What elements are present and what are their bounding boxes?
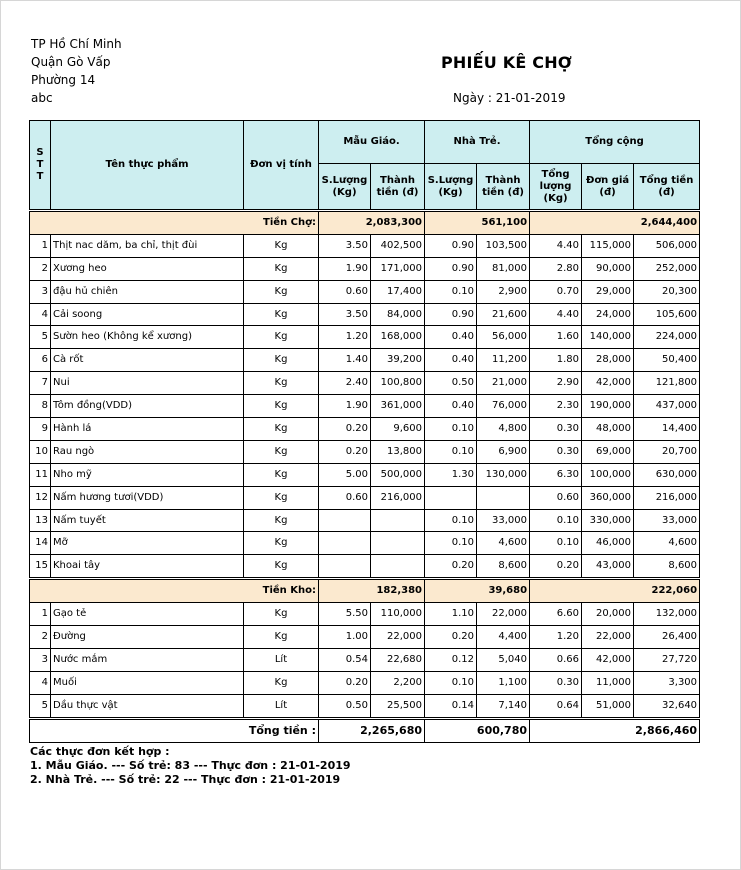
item-qty-nt: 0.40: [425, 349, 477, 372]
section-summary-row: [30, 580, 700, 603]
item-amount-mg: [371, 509, 425, 532]
item-total-amount: 506,000: [634, 234, 700, 257]
item-qty-mg: 1.40: [319, 349, 371, 372]
item-qty-mg: 1.90: [319, 395, 371, 418]
item-name: Nước mắm: [51, 648, 244, 671]
item-unit: Kg: [244, 463, 319, 486]
section-amount-nt: 39,680: [425, 580, 530, 603]
table-row: [30, 440, 700, 463]
item-amount-mg: 168,000: [371, 326, 425, 349]
item-total-qty: 0.66: [530, 648, 582, 671]
item-unit: Kg: [244, 626, 319, 649]
table-row: [30, 234, 700, 257]
section-amount-total: 2,644,400: [530, 212, 700, 235]
item-unit-price: 24,000: [582, 303, 634, 326]
item-unit-price: 29,000: [582, 280, 634, 303]
grand-total-mg: 2,265,680: [319, 719, 425, 742]
item-total-qty: 6.30: [530, 463, 582, 486]
item-name: Nui: [51, 372, 244, 395]
item-unit-price: 48,000: [582, 418, 634, 441]
table-row: [30, 486, 700, 509]
table-row: [30, 648, 700, 671]
item-unit: Kg: [244, 372, 319, 395]
item-name: Thịt nac dăm, ba chỉ, thịt đùi: [51, 234, 244, 257]
item-unit: Kg: [244, 349, 319, 372]
item-total-amount: 8,600: [634, 555, 700, 578]
item-unit-price: 51,000: [582, 694, 634, 717]
item-qty-mg: 0.50: [319, 694, 371, 717]
section-label: Tiền Chợ:: [30, 212, 319, 235]
item-name: Gạo tẻ: [51, 603, 244, 626]
item-qty-nt: 0.40: [425, 326, 477, 349]
item-name: Cải soong: [51, 303, 244, 326]
section-amount-mg: 182,380: [319, 580, 425, 603]
col-header-unit: Đơn vị tính: [244, 121, 319, 210]
address-city: TP Hồ Chí Minh: [31, 37, 122, 51]
item-qty-mg: 0.54: [319, 648, 371, 671]
item-amount-mg: [371, 555, 425, 578]
item-amount-nt: 4,800: [477, 418, 530, 441]
table-row: [30, 418, 700, 441]
item-amount-mg: 17,400: [371, 280, 425, 303]
address-district: Quận Gò Vấp: [31, 55, 111, 69]
item-amount-nt: 22,000: [477, 603, 530, 626]
item-amount-nt: 4,600: [477, 532, 530, 555]
item-stt: 3: [30, 280, 51, 303]
item-total-qty: 0.20: [530, 555, 582, 578]
item-unit-price: 115,000: [582, 234, 634, 257]
item-qty-nt: 0.12: [425, 648, 477, 671]
item-amount-nt: 6,900: [477, 440, 530, 463]
item-unit: Kg: [244, 486, 319, 509]
sub-header-qty-nt: S.Lượng (Kg): [425, 164, 477, 210]
item-total-amount: 437,000: [634, 395, 700, 418]
item-name: Nấm tuyết: [51, 509, 244, 532]
item-name: Muối: [51, 671, 244, 694]
table-row: [30, 603, 700, 626]
item-qty-nt: 0.10: [425, 440, 477, 463]
item-qty-nt: 0.10: [425, 671, 477, 694]
item-qty-mg: 3.50: [319, 234, 371, 257]
item-qty-nt: 1.30: [425, 463, 477, 486]
item-qty-nt: 0.90: [425, 234, 477, 257]
item-amount-nt: 7,140: [477, 694, 530, 717]
item-unit-price: 22,000: [582, 626, 634, 649]
item-unit-price: 42,000: [582, 372, 634, 395]
item-qty-mg: 3.50: [319, 303, 371, 326]
notes-heading: Các thực đơn kết hợp :: [30, 745, 170, 758]
col-header-name: Tên thực phẩm: [51, 121, 244, 210]
item-qty-nt: 0.20: [425, 626, 477, 649]
item-unit-price: 20,000: [582, 603, 634, 626]
item-total-qty: 6.60: [530, 603, 582, 626]
item-unit-price: 360,000: [582, 486, 634, 509]
item-unit-price: 90,000: [582, 257, 634, 280]
table-row: [30, 372, 700, 395]
item-qty-mg: [319, 509, 371, 532]
item-amount-nt: 2,900: [477, 280, 530, 303]
item-stt: 1: [30, 603, 51, 626]
group-header-total: Tổng cộng: [530, 121, 700, 164]
item-qty-mg: 1.00: [319, 626, 371, 649]
item-total-amount: 33,000: [634, 509, 700, 532]
sub-header-total-qty: Tổng lượng (Kg): [530, 164, 582, 210]
item-unit: Kg: [244, 280, 319, 303]
item-amount-mg: 100,800: [371, 372, 425, 395]
item-stt: 7: [30, 372, 51, 395]
address-extra: abc: [31, 91, 53, 105]
item-name: Xương heo: [51, 257, 244, 280]
address-ward: Phường 14: [31, 73, 96, 87]
item-amount-mg: 171,000: [371, 257, 425, 280]
item-total-amount: 27,720: [634, 648, 700, 671]
item-qty-mg: 0.20: [319, 440, 371, 463]
item-amount-nt: 130,000: [477, 463, 530, 486]
section-amount-nt: 561,100: [425, 212, 530, 235]
table-row: [30, 509, 700, 532]
item-total-amount: 26,400: [634, 626, 700, 649]
item-unit-price: 43,000: [582, 555, 634, 578]
item-unit-price: 140,000: [582, 326, 634, 349]
item-total-qty: 2.90: [530, 372, 582, 395]
item-unit-price: 11,000: [582, 671, 634, 694]
item-unit: Kg: [244, 671, 319, 694]
item-unit-price: 330,000: [582, 509, 634, 532]
item-stt: 5: [30, 694, 51, 717]
item-total-amount: 216,000: [634, 486, 700, 509]
item-amount-mg: 361,000: [371, 395, 425, 418]
sub-header-amount-mg: Thành tiền (đ): [371, 164, 425, 210]
item-unit-price: 69,000: [582, 440, 634, 463]
item-unit: Kg: [244, 532, 319, 555]
item-name: Nho mỹ: [51, 463, 244, 486]
grand-total-amount: 2,866,460: [530, 719, 700, 742]
item-qty-mg: 0.60: [319, 486, 371, 509]
item-amount-mg: 22,680: [371, 648, 425, 671]
section-label: Tiền Kho:: [30, 580, 319, 603]
item-name: Mỡ: [51, 532, 244, 555]
item-total-amount: 105,600: [634, 303, 700, 326]
item-unit-price: 190,000: [582, 395, 634, 418]
item-unit: Kg: [244, 509, 319, 532]
item-total-amount: 4,600: [634, 532, 700, 555]
grand-total-row: [30, 719, 700, 742]
item-amount-nt: 11,200: [477, 349, 530, 372]
item-stt: 14: [30, 532, 51, 555]
item-total-qty: 0.30: [530, 418, 582, 441]
item-unit-price: 28,000: [582, 349, 634, 372]
item-amount-nt: 103,500: [477, 234, 530, 257]
item-amount-nt: 1,100: [477, 671, 530, 694]
item-total-qty: 0.30: [530, 671, 582, 694]
item-stt: 3: [30, 648, 51, 671]
item-qty-nt: [425, 486, 477, 509]
item-stt: 9: [30, 418, 51, 441]
item-total-qty: 0.64: [530, 694, 582, 717]
item-qty-nt: 0.90: [425, 303, 477, 326]
table-row: [30, 671, 700, 694]
item-amount-mg: 2,200: [371, 671, 425, 694]
item-unit: Lít: [244, 648, 319, 671]
item-total-amount: 252,000: [634, 257, 700, 280]
item-qty-nt: 0.50: [425, 372, 477, 395]
sub-header-amount-nt: Thành tiền (đ): [477, 164, 530, 210]
item-qty-mg: 5.50: [319, 603, 371, 626]
sub-header-qty-mg: S.Lượng (Kg): [319, 164, 371, 210]
item-amount-mg: 500,000: [371, 463, 425, 486]
item-qty-mg: 1.90: [319, 257, 371, 280]
section-amount-mg: 2,083,300: [319, 212, 425, 235]
item-stt: 6: [30, 349, 51, 372]
table-row: [30, 694, 700, 717]
col-header-stt: S T T: [30, 121, 51, 210]
item-amount-mg: 110,000: [371, 603, 425, 626]
item-unit: Kg: [244, 555, 319, 578]
table-row: [30, 257, 700, 280]
item-unit-price: 42,000: [582, 648, 634, 671]
item-qty-nt: 0.90: [425, 257, 477, 280]
combined-menus-notes: [30, 745, 351, 787]
item-amount-mg: [371, 532, 425, 555]
item-qty-nt: 0.10: [425, 532, 477, 555]
item-stt: 2: [30, 257, 51, 280]
notes-line-nursery: 2. Nhà Trẻ. --- Số trẻ: 22 --- Thực đơn : 21-01-2019: [30, 773, 341, 786]
item-total-qty: 0.70: [530, 280, 582, 303]
item-stt: 11: [30, 463, 51, 486]
item-total-amount: 132,000: [634, 603, 700, 626]
item-name: Cà rốt: [51, 349, 244, 372]
item-qty-mg: 5.00: [319, 463, 371, 486]
item-stt: 4: [30, 303, 51, 326]
table-row: [30, 626, 700, 649]
item-total-qty: 0.60: [530, 486, 582, 509]
item-total-amount: 32,640: [634, 694, 700, 717]
item-qty-mg: 2.40: [319, 372, 371, 395]
item-amount-mg: 22,000: [371, 626, 425, 649]
item-stt: 4: [30, 671, 51, 694]
notes-line-kindergarten: 1. Mẫu Giáo. --- Số trẻ: 83 --- Thực đơn : 21-01-2019: [30, 759, 351, 772]
sub-header-unit-price: Đơn giá (đ): [582, 164, 634, 210]
item-qty-nt: 0.10: [425, 280, 477, 303]
item-total-qty: 0.10: [530, 509, 582, 532]
item-amount-nt: 81,000: [477, 257, 530, 280]
item-stt: 13: [30, 509, 51, 532]
item-amount-nt: 56,000: [477, 326, 530, 349]
item-stt: 2: [30, 626, 51, 649]
market-items-table: [29, 120, 700, 743]
item-name: Hành lá: [51, 418, 244, 441]
item-amount-nt: 8,600: [477, 555, 530, 578]
document-title: PHIẾU KÊ CHỢ: [441, 53, 572, 72]
item-unit: Kg: [244, 440, 319, 463]
table-row: [30, 463, 700, 486]
address-block: [31, 35, 122, 107]
item-qty-mg: 0.20: [319, 418, 371, 441]
item-qty-nt: 0.14: [425, 694, 477, 717]
item-amount-nt: 21,600: [477, 303, 530, 326]
item-qty-mg: 0.20: [319, 671, 371, 694]
item-total-qty: 1.20: [530, 626, 582, 649]
item-amount-mg: 84,000: [371, 303, 425, 326]
section-summary-row: [30, 212, 700, 235]
item-qty-nt: 0.40: [425, 395, 477, 418]
item-stt: 15: [30, 555, 51, 578]
item-stt: 1: [30, 234, 51, 257]
item-qty-nt: 1.10: [425, 603, 477, 626]
item-name: Sườn heo (Không kể xương): [51, 326, 244, 349]
item-name: Khoai tây: [51, 555, 244, 578]
document-date: Ngày : 21-01-2019: [453, 91, 566, 105]
item-stt: 8: [30, 395, 51, 418]
item-total-amount: 121,800: [634, 372, 700, 395]
item-amount-mg: 13,800: [371, 440, 425, 463]
item-unit-price: 46,000: [582, 532, 634, 555]
sub-header-total-amount: Tổng tiền (đ): [634, 164, 700, 210]
item-total-qty: 1.80: [530, 349, 582, 372]
item-name: Nấm hương tươi(VDD): [51, 486, 244, 509]
item-amount-mg: 402,500: [371, 234, 425, 257]
item-total-qty: 2.80: [530, 257, 582, 280]
table-row: [30, 532, 700, 555]
item-name: Tôm đồng(VDD): [51, 395, 244, 418]
item-total-amount: 14,400: [634, 418, 700, 441]
item-unit: Kg: [244, 326, 319, 349]
item-amount-nt: 21,000: [477, 372, 530, 395]
item-total-amount: 50,400: [634, 349, 700, 372]
item-name: Dầu thực vật: [51, 694, 244, 717]
table-row: [30, 395, 700, 418]
item-unit: Lít: [244, 694, 319, 717]
item-amount-nt: 5,040: [477, 648, 530, 671]
item-unit: Kg: [244, 603, 319, 626]
table-row: [30, 555, 700, 578]
item-amount-nt: 33,000: [477, 509, 530, 532]
item-total-qty: 2.30: [530, 395, 582, 418]
item-stt: 10: [30, 440, 51, 463]
item-unit: Kg: [244, 257, 319, 280]
item-total-qty: 0.10: [530, 532, 582, 555]
table-row: [30, 303, 700, 326]
table-row: [30, 349, 700, 372]
item-amount-nt: [477, 486, 530, 509]
item-total-amount: 630,000: [634, 463, 700, 486]
item-name: Rau ngò: [51, 440, 244, 463]
item-unit: Kg: [244, 303, 319, 326]
item-amount-mg: 216,000: [371, 486, 425, 509]
group-header-kindergarten: Mẫu Giáo.: [319, 121, 425, 164]
item-name: đậu hủ chiên: [51, 280, 244, 303]
item-amount-mg: 39,200: [371, 349, 425, 372]
item-name: Đường: [51, 626, 244, 649]
item-amount-mg: 9,600: [371, 418, 425, 441]
item-qty-nt: 0.10: [425, 509, 477, 532]
item-total-qty: 4.40: [530, 234, 582, 257]
item-qty-mg: 0.60: [319, 280, 371, 303]
item-qty-mg: [319, 532, 371, 555]
item-stt: 5: [30, 326, 51, 349]
item-unit: Kg: [244, 234, 319, 257]
section-amount-total: 222,060: [530, 580, 700, 603]
group-header-nursery: Nhà Trẻ.: [425, 121, 530, 164]
item-amount-nt: 76,000: [477, 395, 530, 418]
item-total-amount: 224,000: [634, 326, 700, 349]
item-stt: 12: [30, 486, 51, 509]
item-unit-price: 100,000: [582, 463, 634, 486]
item-unit: Kg: [244, 395, 319, 418]
item-total-amount: 20,700: [634, 440, 700, 463]
item-amount-nt: 4,400: [477, 626, 530, 649]
grand-total-label: Tổng tiền :: [30, 719, 319, 742]
item-qty-mg: [319, 555, 371, 578]
item-total-qty: 4.40: [530, 303, 582, 326]
grand-total-nt: 600,780: [425, 719, 530, 742]
item-total-amount: 3,300: [634, 671, 700, 694]
item-total-qty: 0.30: [530, 440, 582, 463]
item-qty-mg: 1.20: [319, 326, 371, 349]
item-qty-nt: 0.20: [425, 555, 477, 578]
table-row: [30, 280, 700, 303]
item-unit: Kg: [244, 418, 319, 441]
item-amount-mg: 25,500: [371, 694, 425, 717]
table-row: [30, 326, 700, 349]
item-qty-nt: 0.10: [425, 418, 477, 441]
item-total-qty: 1.60: [530, 326, 582, 349]
item-total-amount: 20,300: [634, 280, 700, 303]
